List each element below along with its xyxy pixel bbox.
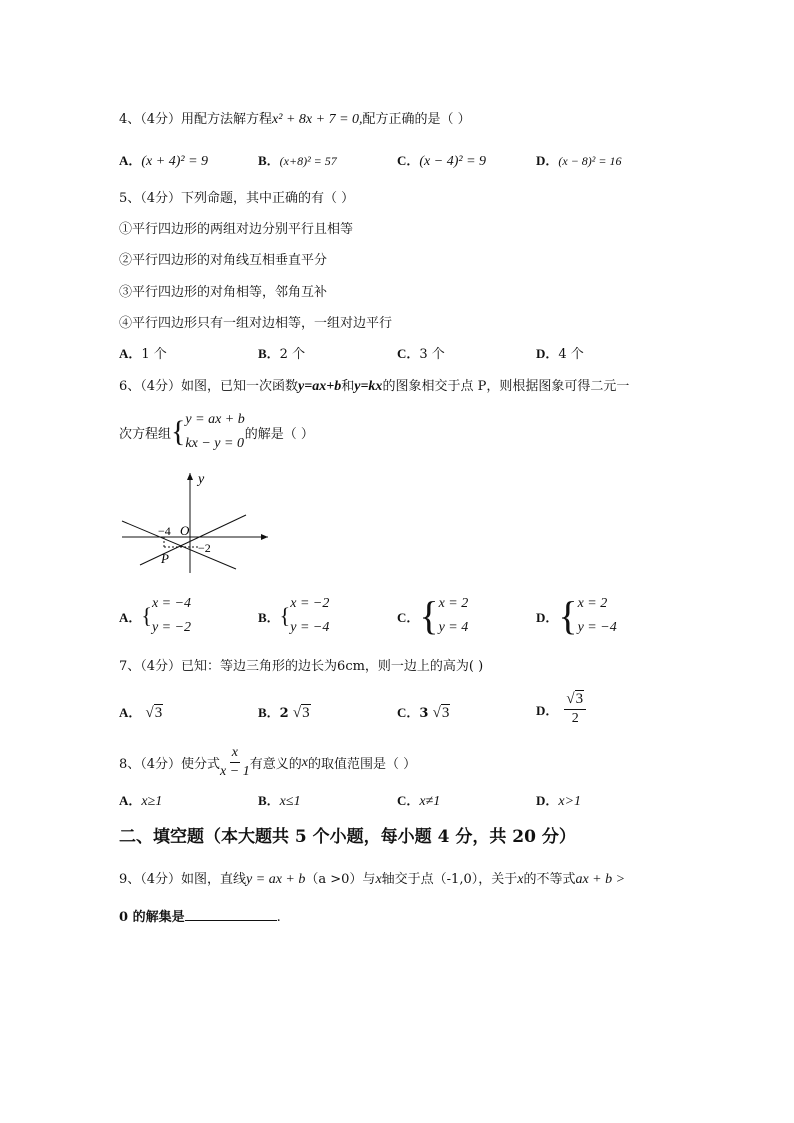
origin-label: O (180, 523, 190, 538)
q7-stem: 7、（4分）已知：等边三角形的边长为6cm，则一边上的高为( ) (119, 659, 484, 674)
left-brace-icon: { (419, 593, 439, 638)
q8-option-c: C．x≠1 (397, 793, 441, 809)
q9-stem-line1: 9、（4分）如图，直线y = ax + b（a >0）与x轴交于点（-1,0），关于x的不等式ax + b > (119, 872, 626, 887)
sqrt-icon: √3 (432, 705, 450, 721)
q6-equation-system: { y = ax + b kx − y = 0 (171, 412, 245, 451)
q5-option-b: B．2 个 (258, 346, 306, 362)
y-axis-label: y (198, 472, 205, 487)
q8-option-d: D．x>1 (536, 793, 582, 809)
q6-option-a: A． { x = −4 y = −2 (119, 596, 192, 635)
q5-item-3: ③平行四边形的对角相等，邻角互补 (119, 285, 328, 300)
q5-option-d: D．4 个 (536, 346, 584, 362)
q8-stem: 8、（4分）使分式 $\frac{x}{x - 1}$ 有意义的 x 的取值范围是（ ） (119, 745, 417, 779)
q4-option-d: D．(x − 8)² = 16 (536, 153, 622, 168)
q6-stem-line2: 次方程组 { y = ax + b kx − y = 0 的解是（ ） (119, 408, 314, 456)
q8-option-a: A．x≥1 (119, 793, 163, 809)
sqrt-icon: √3 (566, 691, 584, 707)
q5-option-a: A．1 个 (119, 346, 167, 362)
q6-option-c: C． { x = 2 y = 4 (397, 593, 469, 638)
q4-equation: x² + 8x + 7 = 0, (272, 112, 363, 127)
q6-func2: y=kx (354, 379, 383, 394)
q9-stem-line2: 0 的解集是 . (119, 910, 281, 925)
answer-blank[interactable] (185, 908, 277, 921)
q4-option-b: B．(x+8)² = 57 (258, 153, 337, 168)
y-tick-label: −2 (198, 541, 211, 555)
sqrt-icon: √3 (292, 705, 310, 721)
q5-item-1: ①平行四边形的两组对边分别平行且相等 (119, 222, 354, 237)
section-title: 二、填空题（本大题共 5 个小题，每小题 4 分，共 20 分） (119, 827, 576, 847)
sqrt-icon: √3 (145, 705, 163, 721)
q5-item-2: ②平行四边形的对角线互相垂直平分 (119, 253, 328, 268)
q5-option-c: C．3 个 (397, 346, 445, 362)
x-tick-label: −4 (158, 524, 171, 538)
q7-option-c: C．3 √3 (397, 705, 450, 721)
q4-stem (119, 108, 471, 128)
left-brace-icon: { (141, 603, 152, 628)
q4-option-c: C．(x − 4)² = 9 (397, 153, 487, 169)
left-brace-icon: { (558, 593, 578, 638)
q7-option-d: D． $\frac{√3}{2}$ (536, 690, 586, 728)
q5-stem: 5、（4分）下列命题，其中正确的有（ ） (119, 191, 355, 206)
point-p-label: P (161, 551, 169, 566)
q4-stem-suffix: 配方正确的是（ ） (362, 112, 471, 127)
q6-stem-line1: 6、（4分）如图，已知一次函数y=ax+b和y=kx的图象相交于点 P，则根据图象可得二元一 (119, 379, 630, 394)
q4-option-a: A．(x + 4)² = 9 (119, 153, 209, 169)
q4-stem-prefix: 4、（4分）用配方法解方程 (119, 112, 273, 127)
line-ax-plus-b (140, 515, 246, 565)
q6-option-b: B． { x = −2 y = −4 (258, 596, 330, 635)
q6-graph (118, 465, 278, 580)
q7-option-b: B．2 √3 (258, 705, 310, 721)
q6-func1: y=ax+b (298, 379, 342, 394)
left-brace-icon: { (171, 415, 186, 448)
q7-option-a: A． √3 (119, 705, 163, 721)
left-brace-icon: { (279, 603, 291, 628)
q8-fraction: $\frac{x}{x - 1}$ (220, 745, 250, 779)
q5-item-4: ④平行四边形只有一组对边相等，一组对边平行 (119, 316, 393, 331)
q6-option-d: D． { x = 2 y = −4 (536, 593, 617, 638)
q8-option-b: B．x≤1 (258, 793, 301, 809)
